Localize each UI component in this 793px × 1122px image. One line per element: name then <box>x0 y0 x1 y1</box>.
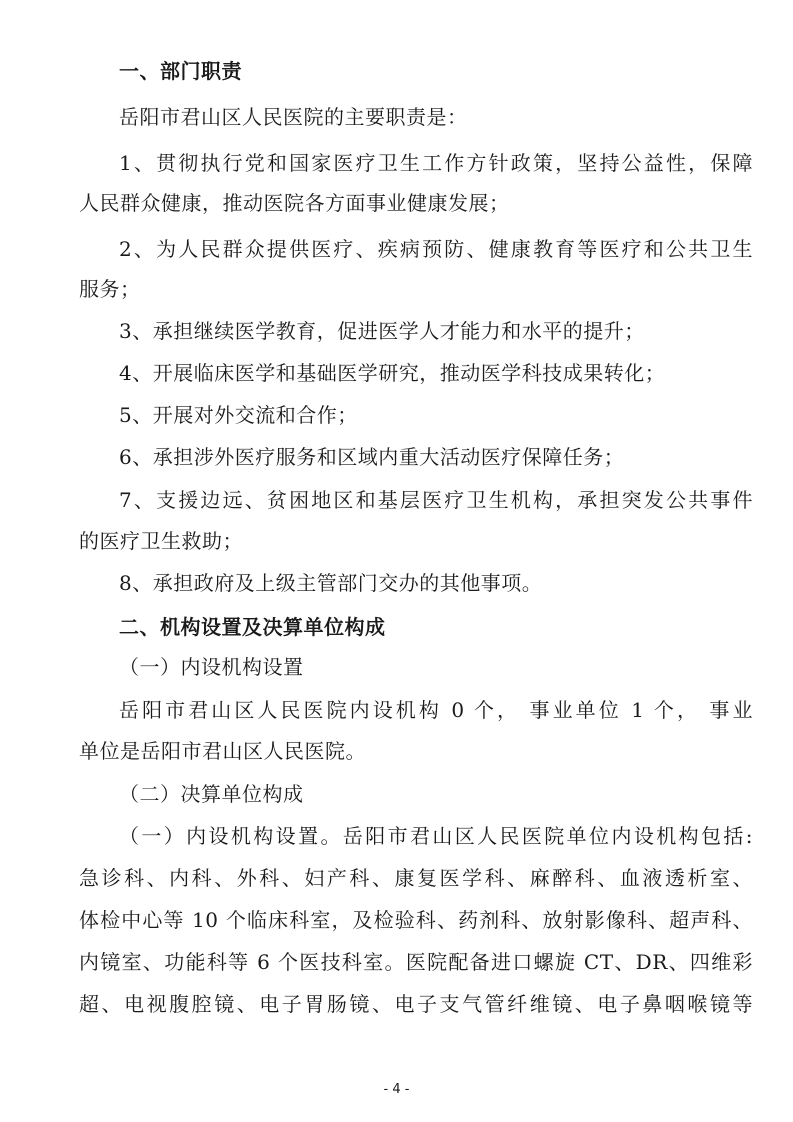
duty-item-6: 6、承担涉外医疗服务和区域内重大活动医疗保障任务； <box>119 445 625 469</box>
duty-item-5: 5、开展对外交流和合作； <box>119 403 358 427</box>
duty-item-2-line-1: 2、为人民群众提供医疗、疾病预防、健康教育等医疗和公共卫生 <box>119 237 753 261</box>
paragraph-line-5: 超、电视腹腔镜、电子胃肠镜、电子支气管纤维镜、电子鼻咽喉镜等 <box>79 992 753 1016</box>
subsection-2-title: （二）决算单位构成 <box>119 782 304 806</box>
paragraph-line-2: 急诊科、内科、外科、妇产科、康复医学科、麻醉科、血液透析室、 <box>79 866 753 890</box>
subsection-1-line-1: 岳阳市君山区人民医院内设机构 0 个， 事业单位 1 个， 事业 <box>119 698 753 722</box>
section-1-intro: 岳阳市君山区人民医院的主要职责是： <box>119 105 468 129</box>
duty-item-1-line-2: 人民群众健康，推动医院各方面事业健康发展； <box>79 191 510 215</box>
subsection-1-line-2: 单位是岳阳市君山区人民医院。 <box>79 739 366 763</box>
duty-item-1-line-1: 1、贯彻执行党和国家医疗卫生工作方针政策，坚持公益性，保障 <box>119 151 753 175</box>
paragraph-line-4: 内镜室、功能科等 6 个医技科室。医院配备进口螺旋 CT、DR、四维彩 <box>79 950 753 974</box>
duty-item-2-line-2: 服务； <box>79 277 141 301</box>
duty-item-4: 4、开展临床医学和基础医学研究，推动医学科技成果转化； <box>119 361 666 385</box>
duty-item-7-line-1: 7、支援边远、贫困地区和基层医疗卫生机构，承担突发公共事件 <box>119 488 753 512</box>
duty-item-7-line-2: 的医疗卫生救助； <box>79 529 243 553</box>
page-number: - 4 - <box>383 1082 410 1097</box>
subsection-1-title: （一）内设机构设置 <box>119 655 304 679</box>
duty-item-8: 8、承担政府及上级主管部门交办的其他事项。 <box>119 571 543 595</box>
section-2-heading: 二、机构设置及决算单位构成 <box>119 615 386 639</box>
paragraph-line-3: 体检中心等 10 个临床科室，及检验科、药剂科、放射影像科、超声科、 <box>79 908 753 932</box>
paragraph-line-1: （一）内设机构设置。岳阳市君山区人民医院单位内设机构包括: <box>119 824 753 848</box>
section-1-heading: 一、部门职责 <box>119 59 242 83</box>
duty-item-3: 3、承担继续医学教育，促进医学人才能力和水平的提升； <box>119 319 645 343</box>
